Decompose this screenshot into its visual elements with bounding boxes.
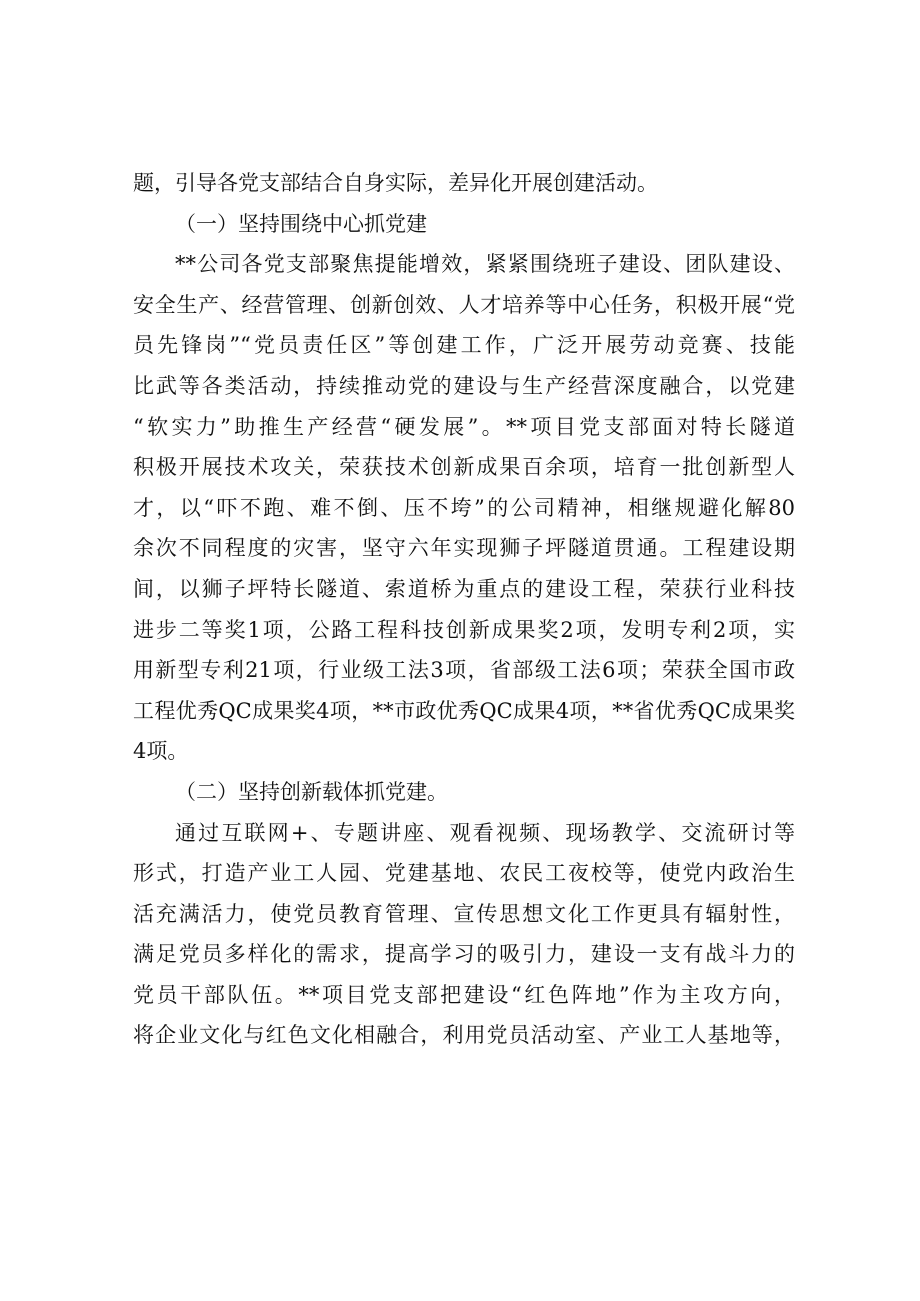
paragraph-line: 员先锋岗”“党员责任区”等创建工作，广泛开展劳动竞赛、技能 [133, 333, 795, 358]
section-heading-2: （二）坚持创新载体抓党建。 [175, 779, 448, 804]
paragraph-line: 将企业文化与红色文化相融合，利用党员活动室、产业工人基地等， [133, 1023, 795, 1048]
paragraph-line: 积极开展技术攻关，荣获技术创新成果百余项，培育一批创新型人 [133, 455, 795, 480]
paragraph-line: 进步二等奖1项，公路工程科技创新成果奖2项，发明专利2项，实 [133, 617, 795, 642]
paragraph-line: 工程优秀QC成果奖4项，**市政优秀QC成果4项，**省优秀QC成果奖 [133, 698, 795, 723]
paragraph-line: 党员干部队伍。**项目党支部把建设“红色阵地”作为主攻方向， [133, 982, 795, 1007]
paragraph-line: 间，以狮子坪特长隧道、索道桥为重点的建设工程，荣获行业科技 [133, 576, 795, 601]
section-heading-1: （一）坚持围绕中心抓党建 [175, 211, 427, 236]
document-body [133, 163, 795, 1056]
paragraph-line: 余次不同程度的灾害，坚守六年实现狮子坪隧道贯通。工程建设期 [133, 536, 795, 561]
paragraph-line: 通过互联网+、专题讲座、观看视频、现场教学、交流研讨等 [175, 820, 795, 845]
paragraph-line: 形式，打造产业工人园、党建基地、农民工夜校等，使党内政治生 [133, 861, 795, 886]
paragraph-line: 用新型专利21项，行业级工法3项，省部级工法6项；荣获全国市政 [133, 658, 795, 683]
paragraph-line: 满足党员多样化的需求，提高学习的吸引力，建设一支有战斗力的 [133, 942, 795, 967]
paragraph-line: 活充满活力，使党员教育管理、宣传思想文化工作更具有辐射性， [133, 901, 795, 926]
paragraph-line: 4项。 [133, 739, 189, 764]
paragraph-line: 才，以“吓不跑、难不倒、压不垮”的公司精神，相继规避化解80 [133, 495, 795, 520]
paragraph-line: **公司各党支部聚焦提能增效，紧紧围绕班子建设、团队建设、 [175, 252, 795, 277]
paragraph-line: 比武等各类活动，持续推动党的建设与生产经营深度融合，以党建 [133, 373, 795, 398]
paragraph-line: 安全生产、经营管理、创新创效、人才培养等中心任务，积极开展“党 [133, 292, 795, 317]
paragraph-line: “软实力”助推生产经营“硬发展”。**项目党支部面对特长隧道 [133, 414, 795, 439]
continuation-line: 题，引导各党支部结合自身实际，差异化开展创建活动。 [133, 171, 658, 195]
